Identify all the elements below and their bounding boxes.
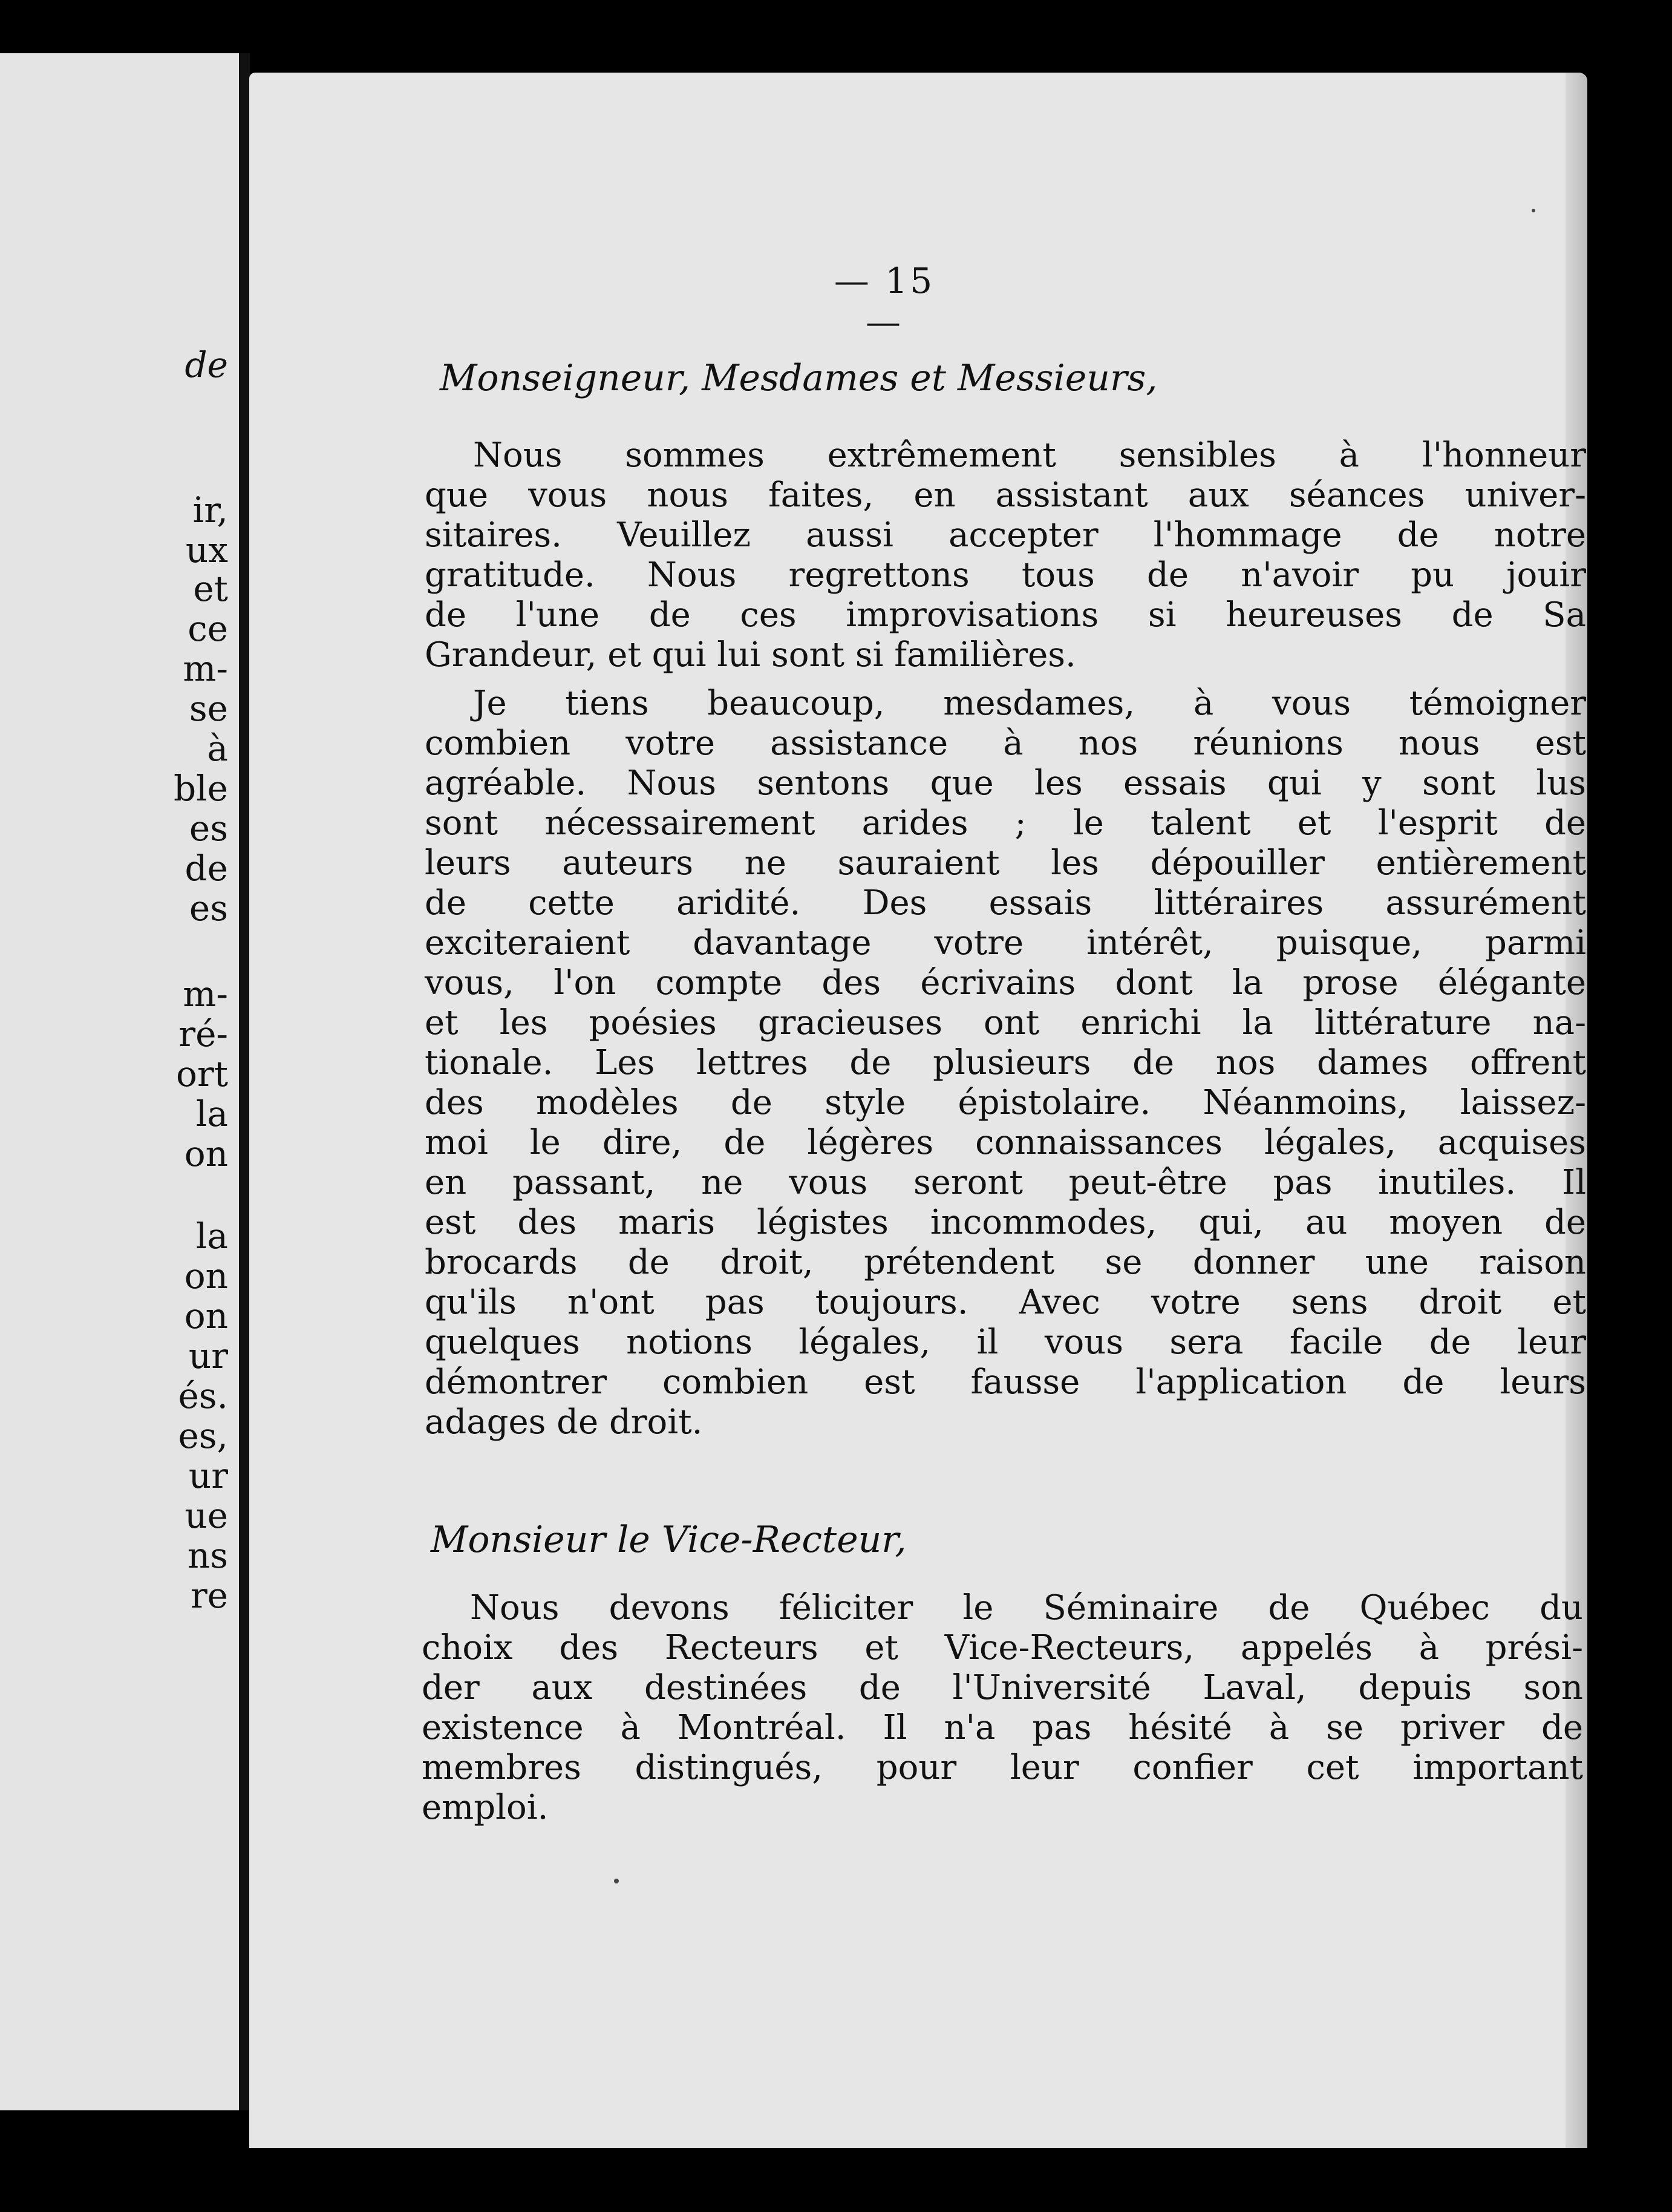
left-page-fragment: de — [185, 848, 228, 889]
book-gutter — [239, 53, 250, 2110]
text-line: combien votre assistance à nos réunions nous est — [425, 724, 1586, 763]
left-page-fragment: on — [184, 1295, 228, 1337]
paragraph-3 — [422, 1588, 1583, 1828]
text-line: membres distingués, pour leur confier cet important — [422, 1748, 1583, 1787]
left-page-fragment: m- — [183, 973, 228, 1015]
text-line: der aux destinées de l'Université Laval, depuis son — [422, 1668, 1583, 1707]
page-number: — 15 — — [834, 260, 935, 342]
paragraph-2 — [425, 684, 1586, 1442]
text-line: de cette aridité. Des essais littéraires assurément — [425, 883, 1586, 923]
left-page-fragment: es, — [178, 1415, 228, 1456]
text-line: Nous devons féliciter le Séminaire de Québec du — [470, 1588, 1583, 1628]
left-page-fragment: ue — [185, 1495, 228, 1536]
paper-speck — [1532, 209, 1535, 212]
right-page — [249, 73, 1587, 2148]
left-page-fragment: ir, — [192, 489, 228, 531]
text-line: tionale. Les lettres de plusieurs de nos dames offrent — [425, 1043, 1586, 1082]
text-line: leurs auteurs ne sauraient les dépouiller entièrement — [425, 843, 1586, 883]
salutation-vice-recteur: Monsieur le Vice-Recteur, — [431, 1519, 907, 1561]
salutation-monseigneur: Monseigneur, Mesdames et Messieurs, — [440, 357, 1158, 399]
text-line: Grandeur, et qui lui sont si familières. — [425, 635, 1076, 675]
text-line: est des maris légistes incommodes, qui, au moyen de — [425, 1203, 1586, 1242]
left-page-fragment: et — [193, 568, 228, 609]
left-page-fragment: ce — [188, 608, 228, 649]
text-line: choix des Recteurs et Vice-Recteurs, appelés à prési- — [422, 1628, 1583, 1667]
left-page-fragment: m- — [183, 648, 228, 689]
left-page-fragment: la — [195, 1093, 228, 1134]
left-page-fragment: se — [189, 688, 228, 729]
paper-speck — [614, 1879, 619, 1883]
left-page-fragment: on — [184, 1133, 228, 1174]
left-page-fragment: es — [189, 808, 228, 849]
text-line: et les poésies gracieuses ont enrichi la littérature na- — [425, 1003, 1586, 1042]
left-page-fragment: de — [185, 344, 228, 385]
text-line: quelques notions légales, il vous sera facile de leur — [425, 1323, 1586, 1362]
text-line: gratitude. Nous regrettons tous de n'avoir pu jouir — [425, 555, 1586, 595]
text-line: qu'ils n'ont pas toujours. Avec votre sens droit et — [425, 1283, 1586, 1322]
text-line: moi le dire, de légères connaissances légales, acquises — [425, 1123, 1586, 1162]
paragraph-1 — [425, 436, 1586, 675]
text-line: Nous sommes extrêmement sensibles à l'honneur — [473, 436, 1586, 475]
text-line: sont nécessairement arides ; le talent et l'esprit de — [425, 803, 1586, 843]
left-page-fragment: ré- — [178, 1013, 228, 1055]
left-page-fragment: la — [195, 1216, 228, 1257]
text-line: vous, l'on compte des écrivains dont la prose élégante — [425, 963, 1586, 1003]
text-line: Je tiens beaucoup, mesdames, à vous témoigner — [473, 684, 1586, 723]
text-line: que vous nous faites, en assistant aux séances univer- — [425, 476, 1586, 515]
left-page-fragment: ble — [173, 768, 228, 809]
left-page-fragment: re — [190, 1575, 228, 1616]
text-line: exciteraient davantage votre intérêt, puisque, parmi — [425, 923, 1586, 963]
text-line: des modèles de style épistolaire. Néanmoins, laissez- — [425, 1083, 1586, 1122]
text-line: emploi. — [422, 1788, 549, 1827]
left-page-fragment: ur — [188, 1335, 228, 1376]
text-line: adages de droit. — [425, 1402, 703, 1442]
left-page — [0, 53, 239, 2110]
left-page-fragment: on — [184, 1255, 228, 1297]
left-page-fragment: ns — [187, 1535, 228, 1576]
left-page-fragment: ort — [176, 1053, 228, 1095]
text-line: démontrer combien est fausse l'application de leurs — [425, 1363, 1586, 1402]
text-line: existence à Montréal. Il n'a pas hésité à se priver de — [422, 1708, 1583, 1747]
left-page-fragment: és. — [178, 1375, 228, 1416]
text-line: en passant, ne vous seront peut-être pas inutiles. Il — [425, 1163, 1586, 1202]
text-line: de l'une de ces improvisations si heureuses de Sa — [425, 595, 1586, 635]
left-page-fragment: es — [189, 888, 228, 929]
text-line: brocards de droit, prétendent se donner une raison — [425, 1243, 1586, 1282]
left-page-fragment: à — [207, 728, 228, 769]
left-page-fragment: ux — [185, 529, 228, 571]
text-line: agréable. Nous sentons que les essais qui y sont lus — [425, 764, 1586, 803]
text-line: sitaires. Veuillez aussi accepter l'hommage de notre — [425, 515, 1586, 555]
left-page-fragment: ur — [188, 1455, 228, 1496]
